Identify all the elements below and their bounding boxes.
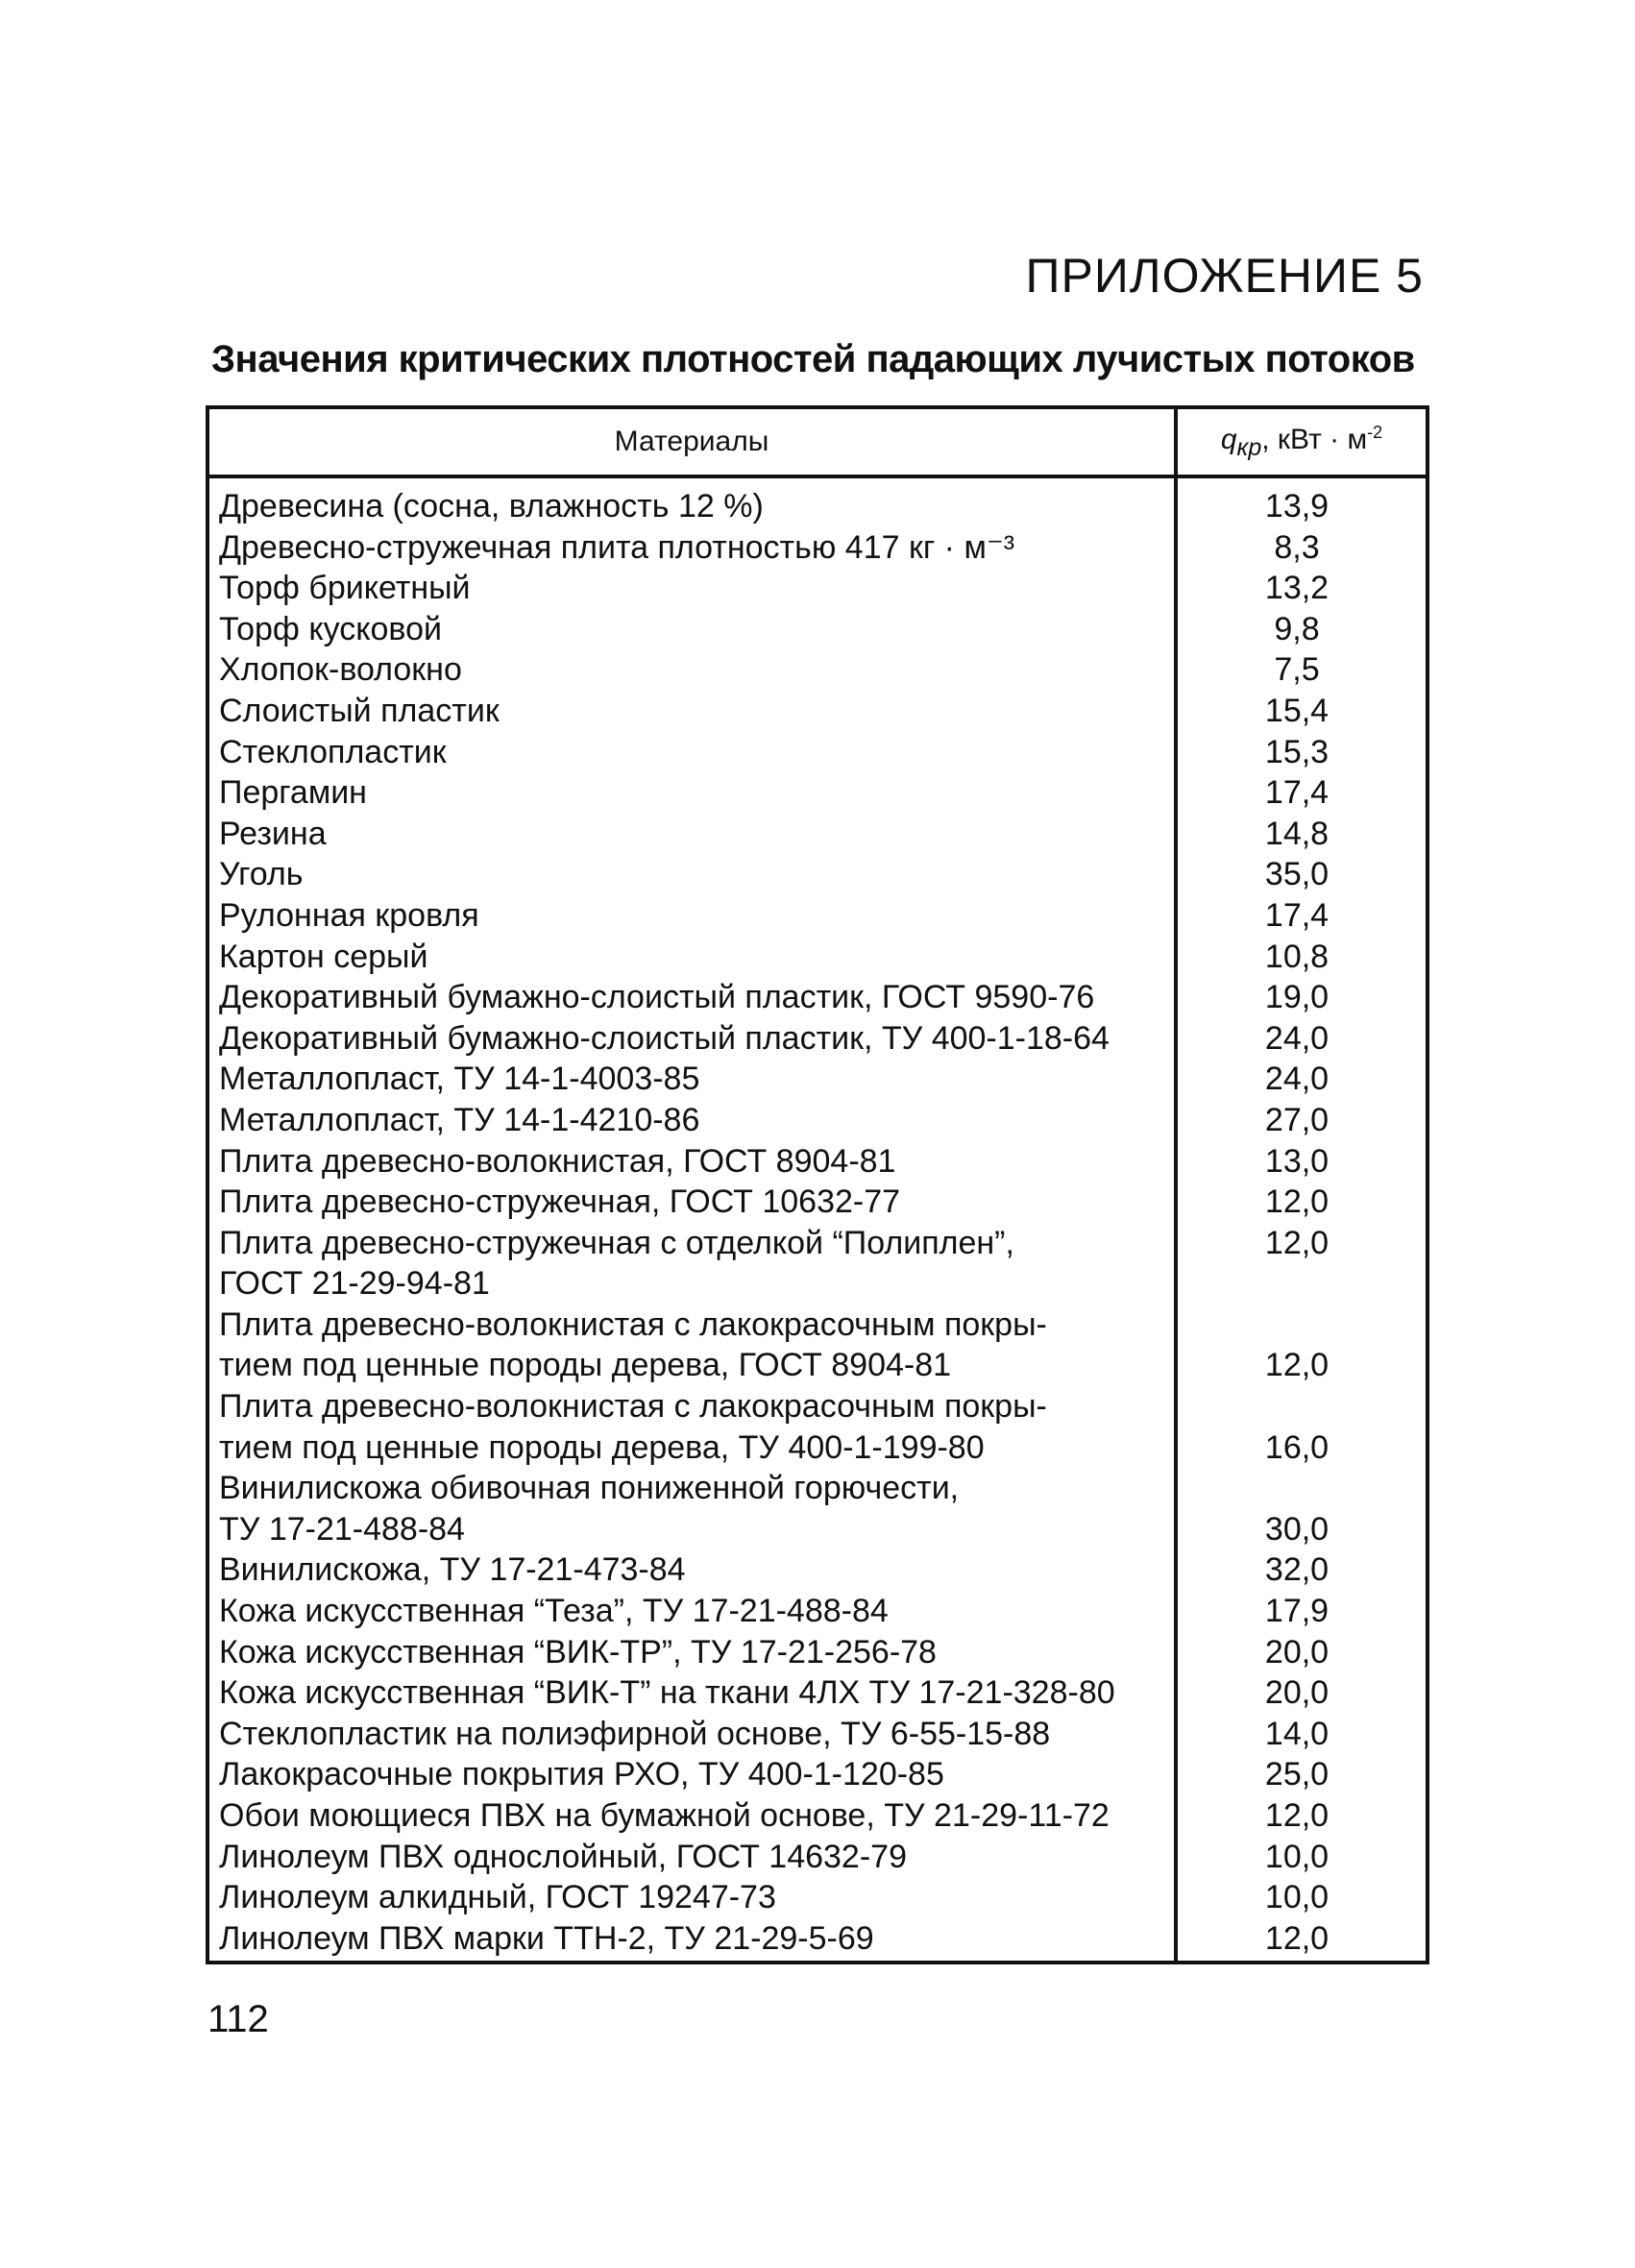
value-cell: 13,2: [1264, 570, 1330, 607]
header-materials: Материалы: [207, 407, 1176, 476]
material-cell: Хлопок-волокно: [207, 649, 1176, 691]
material-cell: Плита древесно-волокнистая с лакокрасочным покры- тием под ценные породы дерева, ГОСТ 8904-81: [207, 1305, 1176, 1386]
table-row: [207, 732, 1428, 773]
value-cell: 12,0: [1264, 1224, 1330, 1261]
value-cell: 12,0: [1264, 1347, 1330, 1384]
value-cell: 16,0: [1264, 1428, 1330, 1466]
table-row: [207, 1182, 1428, 1223]
table-row: [207, 1305, 1428, 1386]
table-row: [207, 772, 1428, 814]
value-cell: 32,0: [1264, 1551, 1330, 1589]
value-cell: 20,0: [1264, 1633, 1330, 1671]
material-cell: Древесно-стружечная плита плотностью 417 кг · м⁻³: [207, 527, 1176, 569]
value-cell: 8,3: [1274, 528, 1320, 566]
material-cell: Пергамин: [207, 772, 1176, 814]
table-row: [207, 476, 1428, 527]
table-row: [207, 1795, 1428, 1837]
table-row: [207, 1059, 1428, 1100]
value-cell: 25,0: [1264, 1756, 1330, 1793]
materials-table: [206, 405, 1429, 1964]
material-cell: Слоистый пластик: [207, 691, 1176, 732]
value-cell: 13,0: [1264, 1142, 1330, 1180]
material-cell: Плита древесно-волокнистая, ГОСТ 8904-81: [207, 1141, 1176, 1183]
value-cell: 20,0: [1264, 1674, 1330, 1712]
table-row: [207, 1754, 1428, 1795]
value-cell: 13,9: [1264, 488, 1330, 524]
value-cell: 30,0: [1264, 1510, 1330, 1548]
table-row: [207, 691, 1428, 732]
value-cell: 24,0: [1264, 1061, 1330, 1098]
table-row: [207, 1549, 1428, 1591]
value-cell: 12,0: [1264, 1919, 1330, 1957]
value-cell: 10,0: [1264, 1879, 1330, 1916]
material-cell: Стеклопластик на полиэфирной основе, ТУ 6-55-15-88: [207, 1714, 1176, 1755]
table-row: [207, 1591, 1428, 1632]
material-cell: Кожа искусственная “Теза”, ТУ 17-21-488-84: [207, 1591, 1176, 1632]
material-cell: Стеклопластик: [207, 732, 1176, 773]
material-cell: Линолеум ПВХ марки ТТН-2, ТУ 21-29-5-69: [207, 1918, 1176, 1963]
value-cell: 19,0: [1264, 979, 1330, 1016]
value-cell: 14,0: [1264, 1715, 1330, 1752]
material-cell: Кожа искусственная “ВИК-ТР”, ТУ 17-21-256-78: [207, 1632, 1176, 1673]
table-row: [207, 1223, 1428, 1305]
table-row: [207, 1018, 1428, 1060]
value-cell: 17,9: [1264, 1593, 1330, 1630]
value-cell: 10,0: [1264, 1838, 1330, 1875]
table-row: [207, 527, 1428, 569]
material-cell: Рулонная кровля: [207, 895, 1176, 937]
material-cell: Винилискожа обивочная пониженной горючести, ТУ 17-21-488-84: [207, 1468, 1176, 1549]
value-cell: 17,4: [1264, 896, 1330, 934]
table-row: [207, 1918, 1428, 1963]
value-cell: 35,0: [1264, 856, 1330, 893]
table-row: [207, 854, 1428, 895]
material-cell: Плита древесно-стружечная, ГОСТ 10632-77: [207, 1182, 1176, 1223]
table-row: [207, 895, 1428, 937]
value-cell: 7,5: [1274, 651, 1320, 689]
material-cell: Уголь: [207, 854, 1176, 895]
value-cell: 15,4: [1264, 692, 1330, 729]
table-row: [207, 1468, 1428, 1549]
value-cell: 27,0: [1264, 1101, 1330, 1138]
material-cell: Древесина (сосна, влажность 12 %): [207, 476, 1176, 527]
appendix-label: ПРИЛОЖЕНИЕ 5: [1025, 249, 1424, 303]
material-cell: Декоративный бумажно-слоистый пластик, ТУ 400-1-18-64: [207, 1018, 1176, 1060]
value-cell: 14,8: [1264, 815, 1330, 852]
header-subscript: кр: [1236, 433, 1262, 461]
material-cell: Лакокрасочные покрытия РХО, ТУ 400-1-120-85: [207, 1754, 1176, 1795]
table-row: [207, 1632, 1428, 1673]
table-row: [207, 1837, 1428, 1878]
table-row: [207, 649, 1428, 691]
table-title: Значения критических плотностей падающих лучистых потоков: [211, 338, 1415, 380]
value-cell: 17,4: [1264, 774, 1330, 812]
header-unit: , кВт · м: [1261, 423, 1368, 455]
value-cell: 12,0: [1264, 1797, 1330, 1834]
table-row: [207, 977, 1428, 1018]
value-cell: 12,0: [1264, 1183, 1330, 1221]
value-cell: 9,8: [1274, 610, 1320, 647]
value-cell: 10,8: [1264, 938, 1330, 975]
table-row: [207, 814, 1428, 855]
material-cell: Картон серый: [207, 937, 1176, 978]
table-row: [207, 1100, 1428, 1141]
table-row: [207, 1141, 1428, 1183]
table-row: [207, 1877, 1428, 1918]
table-row: [207, 1672, 1428, 1714]
table-row: [207, 1386, 1428, 1468]
material-cell: Линолеум ПВХ однослойный, ГОСТ 14632-79: [207, 1837, 1176, 1878]
table-header-row: [207, 407, 1428, 476]
material-cell: Декоративный бумажно-слоистый пластик, ГОСТ 9590-76: [207, 977, 1176, 1018]
material-cell: Металлопласт, ТУ 14-1-4003-85: [207, 1059, 1176, 1100]
material-cell: Плита древесно-волокнистая с лакокрасочным покры- тием под ценные породы дерева, ТУ 400-1-199-80: [207, 1386, 1176, 1468]
material-cell: Обои моющиеся ПВХ на бумажной основе, ТУ 21-29-11-72: [207, 1795, 1176, 1837]
material-cell: Торф брикетный: [207, 568, 1176, 609]
material-cell: Плита древесно-стружечная с отделкой “Полиплен”, ГОСТ 21-29-94-81: [207, 1223, 1176, 1305]
value-cell: 15,3: [1264, 733, 1330, 770]
page-number: 112: [207, 1998, 269, 2040]
material-cell: Кожа искусственная “ВИК-Т” на ткани 4ЛХ ТУ 17-21-328-80: [207, 1672, 1176, 1714]
table-row: [207, 937, 1428, 978]
table-row: [207, 1714, 1428, 1755]
value-cell: 24,0: [1264, 1019, 1330, 1057]
header-exponent: -2: [1367, 422, 1383, 442]
material-cell: Винилискожа, ТУ 17-21-473-84: [207, 1549, 1176, 1591]
table-body: [207, 476, 1428, 1963]
table-row: [207, 609, 1428, 650]
material-cell: Металлопласт, ТУ 14-1-4210-86: [207, 1100, 1176, 1141]
header-critical-flux: [1176, 407, 1428, 476]
material-cell: Торф кусковой: [207, 609, 1176, 650]
material-cell: Резина: [207, 814, 1176, 855]
material-cell: Линолеум алкидный, ГОСТ 19247-73: [207, 1877, 1176, 1918]
table-row: [207, 568, 1428, 609]
header-symbol: q: [1220, 423, 1237, 455]
